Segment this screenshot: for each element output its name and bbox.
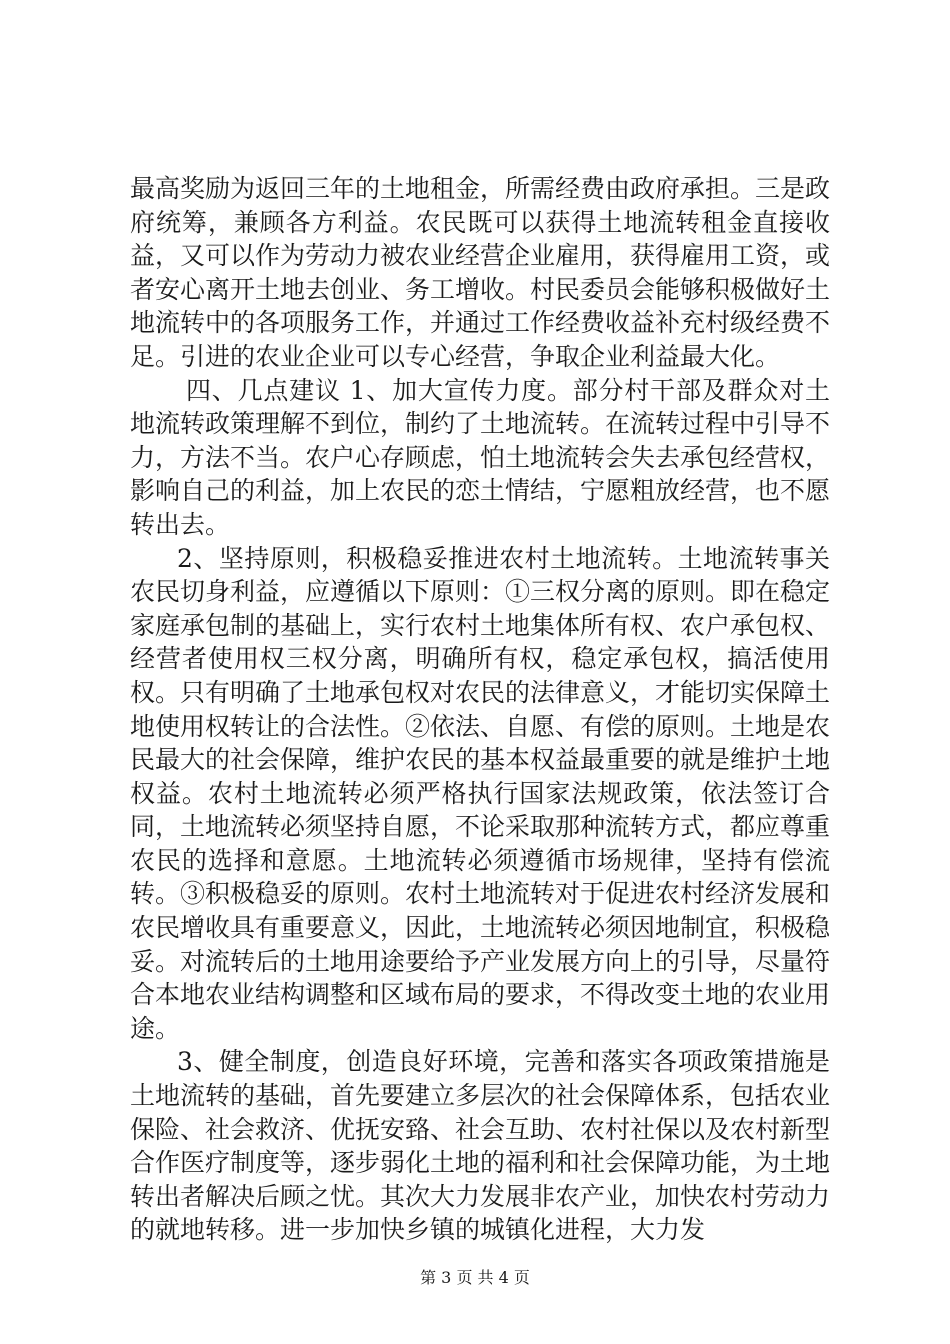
paragraph-2: 四、几点建议 1、加大宣传力度。部分村干部及群众对土地流转政策理解不到位，制约了土地流转。在流转过程中引导不力，方法不当。农户心存顾虑，怕土地流转会失去承包经营权，影响自己的利益，加上农民的恋土情结，宁愿粗放经营，也不愿转出去。 (130, 375, 831, 539)
paragraph-4: 3、健全制度，创造良好环境，完善和落实各项政策措施是土地流转的基础，首先要建立多层次的社会保障体系，包括农业保险、社会救济、优抚安臵、社会互助、农村社保以及农村新型合作医疗制度等，逐步弱化土地的福利和社会保障功能，为土地转出者解决后顾之忧。其次大力发展非农产业，加快农村劳动力的就地转移。进一步加快乡镇的城镇化进程，大力发 (130, 1047, 831, 1245)
paragraph-3: 2、坚持原则，积极稳妥推进农村土地流转。土地流转事关农民切身利益，应遵循以下原则：①三权分离的原则。即在稳定家庭承包制的基础上，实行农村土地集体所有权、农户承包权、经营者使用权三权分离，明确所有权，稳定承包权，搞活使用权。只有明确了土地承包权对农民的法律意义，才能切实保障土地使用权转让的合法性。②依法、自愿、有偿的原则。土地是农民最大的社会保障，维护农民的基本权益最重要的就是维护土地权益。农村土地流转必须严格执行国家法规政策，依法签订合同，土地流转必须坚持自愿，不论采取那种流转方式，都应尊重农民的选择和意愿。土地流转必须遵循市场规律，坚持有偿流转。③积极稳妥的原则。农村土地流转对于促进农村经济发展和农民增收具有重要意义，因此，土地流转必须因地制宜，积极稳妥。对流转后的土地用途要给予产业发展方向上的引导，尽量符合本地农业结构调整和区域布局的要求，不得改变土地的农业用途。 (130, 543, 831, 1043)
body-text (130, 172, 830, 1247)
page-number-footer: 第 3 页 共 4 页 (420, 1268, 530, 1287)
paragraph-1: 最高奖励为返回三年的土地租金，所需经费由政府承担。三是政府统筹，兼顾各方利益。农民既可以获得土地流转租金直接收益，又可以作为劳动力被农业经营企业雇用，获得雇用工资，或者安心离开土地去创业、务工增收。村民委员会能够积极做好土地流转中的各项服务工作，并通过工作经费收益补充村级经费不足。引进的农业企业可以专心经营，争取企业利益最大化。 (130, 174, 831, 371)
